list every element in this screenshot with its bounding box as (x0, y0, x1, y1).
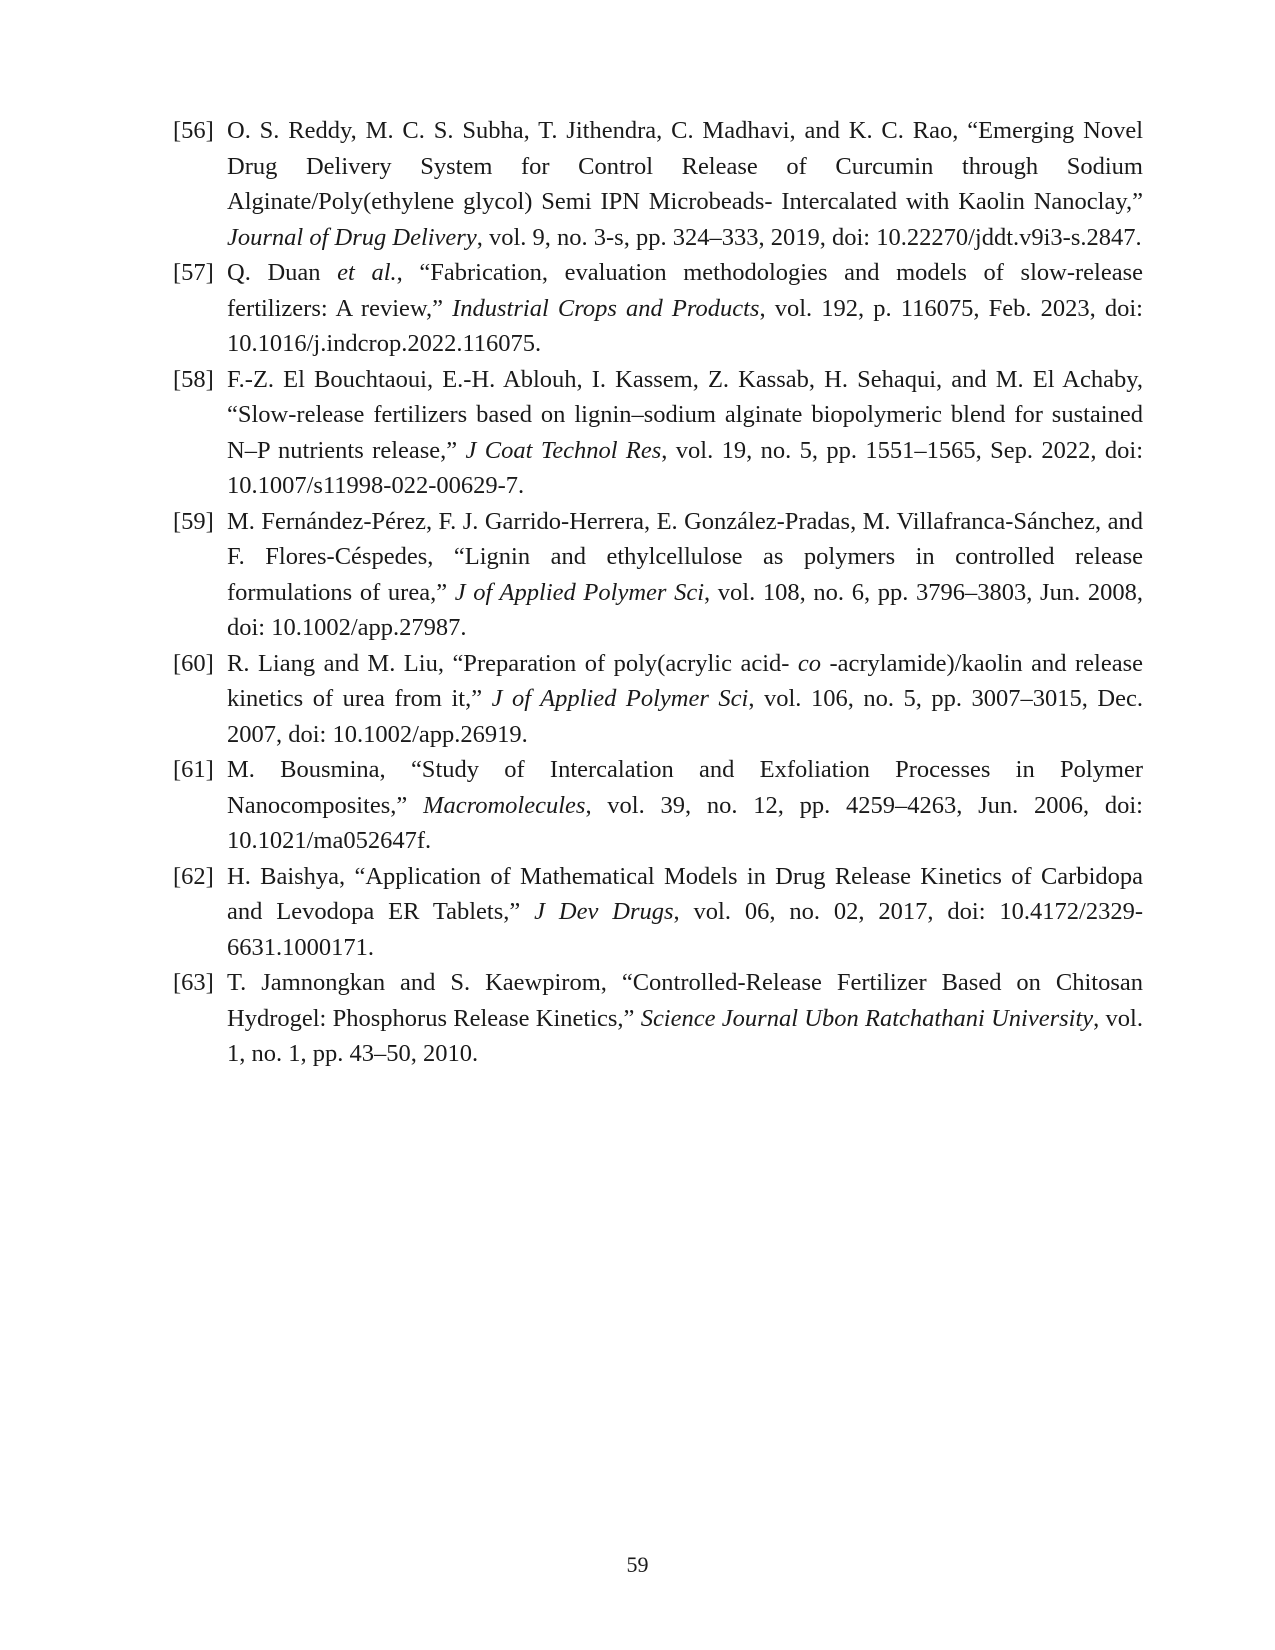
reference-authors: T. Jamnongkan and S. Kaewpirom, (227, 969, 622, 996)
reference-details: , vol. 06, no. 02, 2017, doi: 10.4172/2329-6631.1000171. (227, 898, 1144, 961)
reference-title: “Preparation of poly(acrylic acid- (452, 649, 798, 677)
reference-journal: Industrial Crops and Products (452, 294, 760, 322)
reference-journal: Science Journal Ubon Ratchathani University (640, 1004, 1094, 1032)
reference-57 (173, 255, 1143, 362)
reference-61 (173, 752, 1143, 859)
reference-56 (173, 113, 1143, 255)
reference-journal: J Coat Technol Res (465, 436, 662, 464)
reference-number: [60] (173, 649, 214, 677)
reference-number: [57] (173, 259, 214, 286)
reference-title: “Emerging Novel Drug Delivery System for Control Release of Curcumin through Sodium Alginate/Poly(ethylene glycol) Semi IPN Microbeads- Intercalated with Kaolin Nanoclay,” (227, 117, 1144, 215)
reference-journal: J of Applied Polymer Sci (491, 685, 749, 712)
reference-title: “Controlled-Release Fertilizer Based on Chitosan Hydrogel: Phosphorus Release Kinetics,” (227, 969, 1143, 1032)
reference-details: , vol. 106, no. 5, pp. 3007–3015, Dec. 2007, doi: 10.1002/app.26919. (227, 685, 1143, 748)
page-number: 59 (626, 1552, 649, 1577)
reference-number: [58] (173, 365, 214, 393)
reference-authors: Q. Duan (227, 259, 338, 286)
reference-number: [59] (173, 507, 214, 535)
reference-title: “Lignin and ethylcellulose as polymers in controlled release formulations of urea,” (227, 543, 1143, 606)
reference-details: , vol. 9, no. 3-s, pp. 324–333, 2019, doi: 10.22270/jddt.v9i3-s.2847. (476, 223, 1142, 251)
reference-62 (173, 859, 1143, 966)
reference-details: , vol. 39, no. 12, pp. 4259–4263, Jun. 2006, doi: 10.1021/ma052647f. (227, 791, 1143, 854)
reference-et-al: et al. (337, 259, 397, 286)
reference-number: [56] (173, 117, 214, 144)
reference-title: “Application of Mathematical Models in Drug Release Kinetics of Carbidopa and Levodopa ER Tablets,” (227, 862, 1144, 925)
reference-authors: H. Baishya, (227, 862, 355, 890)
reference-details: , vol. 192, p. 116075, Feb. 2023, doi: 10.1016/j.indcrop.2022.116075. (227, 294, 1143, 357)
reference-authors: M. Fernández-Pérez, F. J. Garrido-Herrera, E. González-Pradas, M. Villafranca-Sánchez, and F. Flores-Céspedes, (227, 507, 1143, 570)
reference-authors: O. S. Reddy, M. C. S. Subha, T. Jithendra, C. Madhavi, and K. C. Rao, (227, 117, 968, 144)
reference-journal: J Dev Drugs (534, 898, 674, 925)
reference-title: “Slow-release fertilizers based on lignin–sodium alginate biopolymeric blend for sustained N–P nutrients release,” (227, 401, 1143, 464)
reference-title-cont: -acrylamide)/kaolin and release kinetics of urea from it,” (227, 649, 1144, 712)
reference-journal: J of Applied Polymer Sci (454, 578, 705, 606)
reference-journal: Journal of Drug Delivery (227, 223, 477, 251)
reference-details: , vol. 108, no. 6, pp. 3796–3803, Jun. 2008, doi: 10.1002/app.27987. (227, 578, 1143, 641)
reference-58 (173, 362, 1143, 504)
reference-details: , vol. 19, no. 5, pp. 1551–1565, Sep. 2022, doi: 10.1007/s11998-022-00629-7. (227, 436, 1143, 499)
reference-60 (173, 646, 1143, 753)
reference-journal: Macromolecules (423, 791, 586, 819)
reference-authors: R. Liang and M. Liu, (227, 649, 453, 677)
reference-details: , vol. 1, no. 1, pp. 43–50, 2010. (227, 1004, 1143, 1067)
reference-authors: M. Bousmina, (227, 756, 411, 783)
reference-title: “Study of Intercalation and Exfoliation Processes in Polymer Nanocomposites,” (227, 756, 1143, 819)
reference-number: [61] (173, 756, 214, 783)
reference-title: , “Fabrication, evaluation methodologies and models of slow-release fertilizers: A review,” (227, 259, 1143, 322)
reference-list (173, 113, 1143, 1072)
reference-59 (173, 504, 1143, 646)
reference-authors: F.-Z. El Bouchtaoui, E.-H. Ablouh, I. Kassem, Z. Kassab, H. Sehaqui, and M. El Achaby, (227, 365, 1143, 393)
reference-number: [62] (173, 862, 214, 890)
reference-title-italic: co (797, 649, 822, 677)
reference-63 (173, 965, 1143, 1072)
reference-number: [63] (173, 969, 214, 996)
